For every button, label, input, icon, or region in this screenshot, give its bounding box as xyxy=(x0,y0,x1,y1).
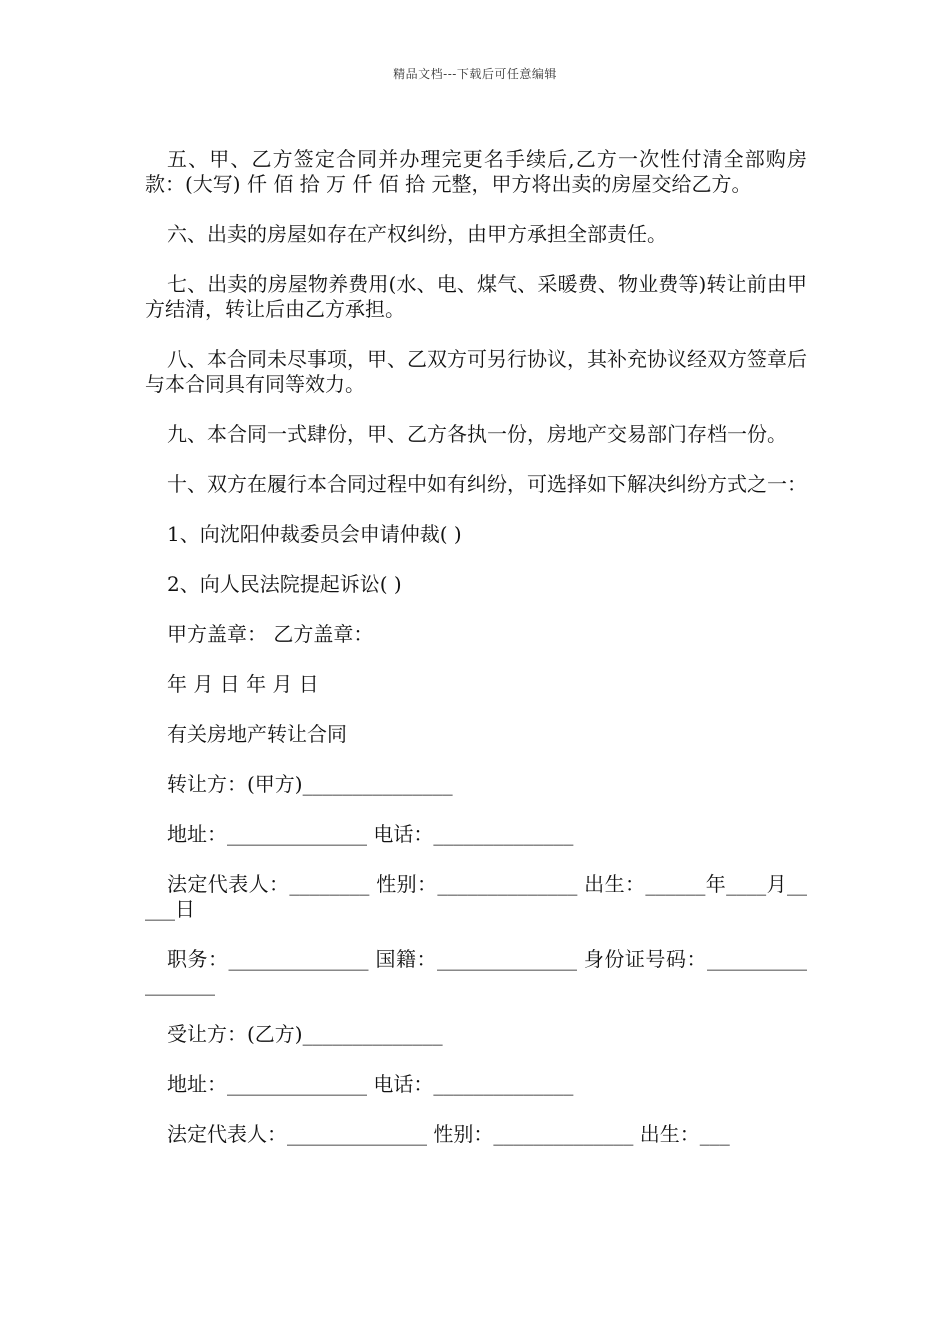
transferee-address-phone: 地址：______________ 电话：______________ xyxy=(167,1072,574,1096)
date-line: 年 月 日 年 月 日 xyxy=(167,672,319,696)
transferee-line: 受让方：(乙方)______________ xyxy=(167,1022,443,1046)
option-arbitration: 1、向沈阳仲裁委员会申请仲裁( ) xyxy=(167,522,462,546)
clause-6-dispute-liability: 六、出卖的房屋如存在产权纠纷，由甲方承担全部责任。 xyxy=(167,222,667,246)
clause-5-payment: 五、甲、乙方签定合同并办理完更名手续后,乙方一次性付清全部购房款：(大写) 仟 佰 拾 万 仟 佰 拾 元整，甲方将出卖的房屋交给乙方。 xyxy=(145,147,807,196)
seal-line: 甲方盖章： 乙方盖章： xyxy=(167,622,374,646)
transferor-address-phone: 地址：______________ 电话：______________ xyxy=(167,822,574,846)
contract-title: 有关房地产转让合同 xyxy=(167,722,347,746)
option-litigation: 2、向人民法院提起诉讼( ) xyxy=(167,572,402,596)
clause-10-resolution: 十、双方在履行本合同过程中如有纠纷，可选择如下解决纠纷方式之一： xyxy=(167,472,807,496)
document-body xyxy=(145,147,807,1172)
page-header: 精品文档---下载后可任意编辑 xyxy=(393,67,557,81)
clause-9-copies: 九、本合同一式肆份，甲、乙方各执一份，房地产交易部门存档一份。 xyxy=(167,422,787,446)
transferor-line: 转让方：(甲方)_______________ xyxy=(167,772,453,796)
transferor-position: 职务：______________ 国籍：______________ 身份证号码：_________________ xyxy=(145,947,807,996)
clause-7-fees: 七、出卖的房屋物养费用(水、电、煤气、采暖费、物业费等)转让前由甲方结清，转让后由乙方承担。 xyxy=(145,272,807,321)
transferor-representative: 法定代表人：________ 性别：______________ 出生：______年____月_____日 xyxy=(145,872,807,921)
clause-8-supplement: 八、本合同未尽事项，甲、乙双方可另行协议，其补充协议经双方签章后与本合同具有同等效力。 xyxy=(145,347,807,396)
transferee-representative: 法定代表人：______________ 性别：______________ 出生：___ xyxy=(167,1122,730,1146)
